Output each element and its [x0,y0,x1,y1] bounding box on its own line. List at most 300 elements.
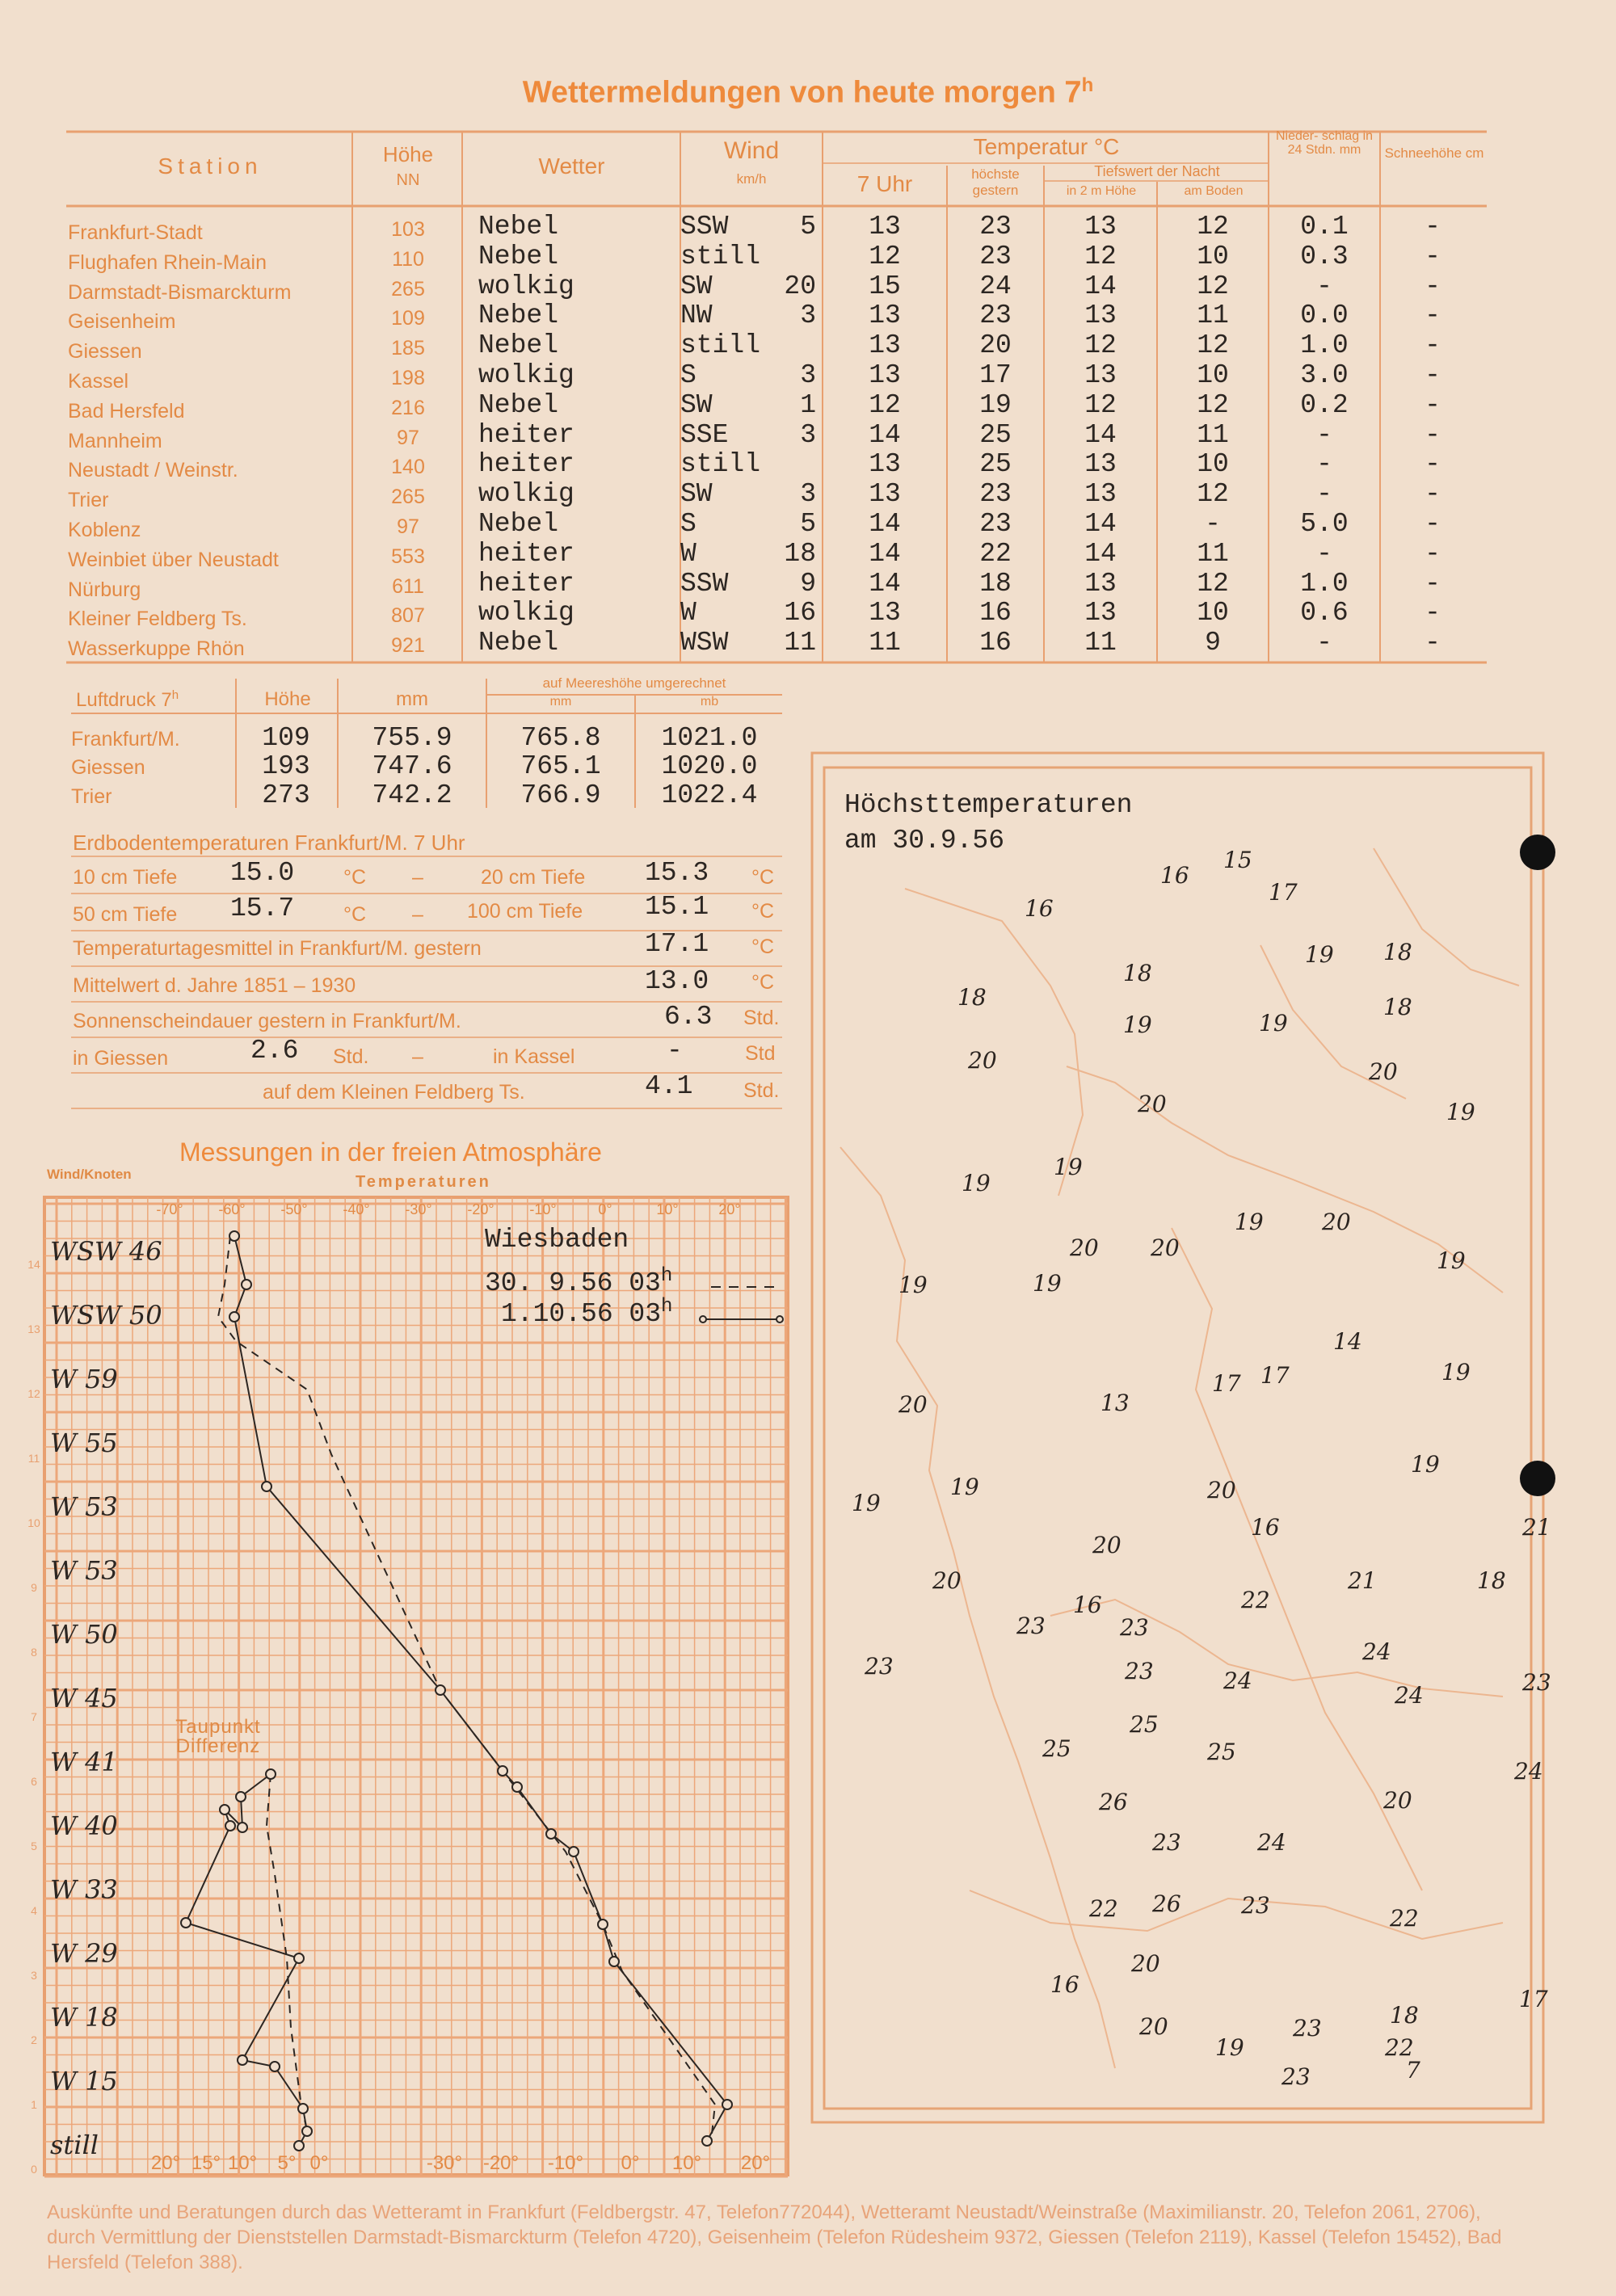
station-tmax: 25 [979,449,1012,480]
soil-100-unit: °C [751,900,775,923]
top-tick-label: 10° [656,1201,679,1217]
station-precip: - [1316,419,1332,450]
station-weather: Nebel [478,212,559,242]
station-snow: - [1425,479,1441,510]
station-precip: 0.2 [1300,389,1349,420]
map-temperature-value: 20 [1383,1787,1412,1814]
temp-point [229,1312,239,1322]
dewpoint-point [238,2055,247,2065]
kassel-sun-unit: Std [745,1042,776,1065]
wind-label: W 53 [50,1491,118,1522]
title-superscript: h [1081,74,1094,96]
map-temperature-value: 25 [1130,1711,1159,1738]
station-wind-speed: 5 [800,212,816,242]
temp-point [702,2136,712,2146]
top-tick-label: 0° [598,1201,612,1217]
pressure-sea-mm: 766.9 [520,780,601,810]
station-tmin-ground: 11 [1197,301,1229,331]
map-temperature-value: 20 [1207,1477,1236,1503]
header-temperature: Temperatur °C [973,134,1120,159]
station-tmin-2m: 12 [1084,330,1117,361]
station-tmin-2m: 13 [1084,479,1117,510]
map-temperature-value: 18 [1477,1567,1506,1594]
dewpoint-point [181,1918,191,1928]
dewpoint-point [302,2126,312,2136]
pressure-header-height: Höhe [264,688,311,710]
header-wind: Wind [723,137,780,164]
map-temperature-value: 18 [1383,939,1412,965]
station-height: 103 [391,218,425,241]
atmo-station: Wiesbaden [485,1225,629,1255]
map-temperature-value: 23 [1125,1658,1154,1684]
soil-10-label: 10 cm Tiefe [73,866,178,889]
kassel-sun-value: - [667,1036,683,1066]
map-temperature-value: 20 [968,1047,997,1074]
bottom-tick-label: -10° [547,2152,584,2174]
station-tmin-ground: 12 [1197,271,1229,301]
station-tmax: 16 [979,628,1012,658]
station-t7: 13 [869,301,901,331]
map-temperature-value: 19 [1215,2034,1244,2061]
map-temperature-value: 24 [1395,1682,1424,1709]
header-wind-unit: km/h [736,171,767,187]
station-name: Nürburg [68,578,141,601]
station-tmin-ground: 10 [1197,449,1229,480]
dewpoint-point [220,1805,229,1815]
station-height: 807 [391,604,425,628]
station-tmin-ground: 10 [1197,241,1229,271]
feldberg-sun-value: 4.1 [645,1071,693,1101]
avg-unit: °C [751,971,775,994]
station-wind-speed: 20 [784,271,816,301]
legend-point [776,1316,783,1323]
avg-label: Mittelwert d. Jahre 1851 – 1930 [73,974,356,997]
temp-point [722,2100,732,2109]
header-station: Station [158,153,263,179]
atmo-date-2-superscript: h [661,1296,673,1318]
station-height: 109 [391,307,425,330]
station-tmin-2m: 13 [1084,598,1117,629]
station-name: Frankfurt-Stadt [68,221,203,244]
station-snow: - [1425,212,1441,242]
dewpoint-point [236,1792,246,1802]
pressure-heading-superscript: h [171,688,179,702]
wind-label: W 15 [50,2066,118,2096]
map-temperature-value: 21 [1348,1567,1377,1594]
feldberg-sun-label: auf dem Kleinen Feldberg Ts. [263,1081,525,1104]
station-wind-dir: SW [680,271,713,301]
station-wind-speed: 11 [784,628,816,658]
station-snow: - [1425,389,1441,420]
station-name: Geisenheim [68,310,176,334]
station-tmin-2m: 12 [1084,241,1117,271]
station-wind-dir: W [680,598,696,629]
map-temperature-value: 19 [1305,941,1334,968]
map-temperature-value: 23 [865,1653,894,1680]
pressure-header-sea: auf Meereshöhe umgerechnet [542,675,726,691]
soil-50-unit: °C [343,903,367,926]
station-snow: - [1425,598,1441,629]
pressure-header-sea-mb: mb [700,695,719,709]
top-tick-label: -70° [156,1201,183,1217]
map-temperature-value: 19 [898,1272,928,1298]
map-temperature-value: 15 [1223,847,1252,873]
pressure-mb: 1021.0 [661,723,758,753]
soil-dash-1: – [412,866,423,889]
station-name: Flughafen Rhein-Main [68,250,267,274]
giessen-sun-value: 2.6 [250,1036,299,1066]
map-temperature-value: 25 [1207,1739,1236,1765]
station-tmin-ground: 11 [1197,538,1229,569]
station-tmin-2m: 14 [1084,419,1117,450]
sun-unit: Std. [743,1007,780,1029]
map-temperature-value: 17 [1269,879,1298,906]
dewpoint-point [225,1821,235,1831]
station-precip: 3.0 [1300,360,1349,390]
station-precip: 1.0 [1300,568,1349,599]
station-t7: 13 [869,449,901,480]
pressure-header-mm: mm [396,688,428,710]
altitude-tick-label: 14 [27,1258,40,1271]
map-temperature-value: 23 [1016,1613,1046,1639]
map-temperature-value: 20 [1070,1234,1099,1261]
bottom-tick-label: 0° [621,2152,640,2174]
station-wind-dir: SSE [680,419,729,450]
temp-point [262,1482,271,1491]
station-tmax: 23 [979,212,1012,242]
wind-label: W 40 [50,1810,118,1841]
kassel-sun-label: in Kassel [493,1045,575,1068]
soil-50-label: 50 cm Tiefe [73,903,178,926]
station-wind-speed: 16 [784,598,816,629]
station-wind-dir: S [680,509,696,539]
header-min-night: Tiefswert der Nacht [1094,163,1220,179]
map-temperature-value: 23 [1293,2015,1322,2042]
sun-value: 6.3 [664,1002,713,1032]
pressure-mm: 742.2 [372,780,452,810]
dewpoint-point [294,2141,304,2151]
map-temperature-value: 20 [1151,1234,1180,1261]
station-height: 185 [391,337,425,360]
station-name: Trier [68,489,109,512]
pressure-station: Giessen [71,756,145,779]
map-frame [808,743,1559,2133]
station-tmin-2m: 14 [1084,538,1117,569]
map-temperature-value: 16 [1025,895,1054,922]
station-weather: heiter [478,449,574,480]
sun-label: Sonnenscheindauer gestern in Frankfurt/M. [73,1010,461,1032]
station-weather: Nebel [478,389,559,420]
station-t7: 13 [869,360,901,390]
map-temperature-value: 18 [1390,2002,1419,2029]
station-wind-dir: SSW [680,568,729,599]
soil-dash-2: – [412,903,423,926]
wind-knots-label: Wind/Knoten [47,1167,132,1182]
header-precip: Nieder- schlag in 24 Stdn. mm [1275,129,1374,157]
header-height-unit: NN [396,171,420,189]
station-height: 921 [391,634,425,658]
station-wind-speed: 9 [800,568,816,599]
pressure-station: Trier [71,785,112,808]
station-wind-dir: WSW [680,628,729,658]
map-temperature-value: 19 [1033,1270,1062,1297]
station-tmin-ground: 10 [1197,598,1229,629]
soil-10-unit: °C [343,866,367,889]
station-wind-dir: still [680,449,761,480]
station-tmax: 23 [979,301,1012,331]
station-precip: 5.0 [1300,509,1349,539]
station-wind-speed: 3 [800,360,816,390]
atmo-date-1: 30. 9.56 03$^h$ [485,1265,673,1298]
map-temperature-value: 22 [1390,1905,1419,1932]
station-name: Bad Hersfeld [68,399,185,423]
station-wind-dir: still [680,330,761,361]
header-t7: 7 Uhr [856,171,913,196]
map-temperature-value: 20 [898,1391,928,1418]
altitude-tick-label: 2 [31,2033,37,2046]
station-wind-dir: SW [680,389,713,420]
station-precip: 0.0 [1300,301,1349,331]
station-snow: - [1425,449,1441,480]
map-temperature-value: 17 [1519,1986,1548,2012]
pressure-mb: 1022.4 [661,780,758,810]
station-t7: 13 [869,598,901,629]
map-temperature-value: 16 [1251,1514,1280,1541]
altitude-tick-label: 5 [31,1840,37,1852]
top-tick-label: -60° [218,1201,246,1217]
station-name: Weinbiet über Neustadt [68,548,279,571]
map-temperature-value: 23 [1241,1892,1270,1919]
top-tick-label: 20° [718,1201,741,1217]
station-precip: - [1316,271,1332,301]
map-temperature-value: 13 [1100,1390,1130,1416]
station-wind-speed: 18 [784,538,816,569]
soil-20-unit: °C [751,866,775,889]
map-temperature-value: 20 [1092,1532,1122,1558]
pressure-sea-mm: 765.8 [520,723,601,753]
map-temperature-value: 19 [1441,1359,1471,1386]
station-weather: Nebel [478,330,559,361]
station-precip: 0.6 [1300,598,1349,629]
wind-label: W 33 [50,1874,118,1905]
station-tmin-ground: 12 [1197,330,1229,361]
station-snow: - [1425,628,1441,658]
temp-point [229,1231,239,1241]
altitude-tick-label: 13 [27,1323,40,1335]
pressure-height: 193 [262,751,310,781]
bottom-tick-label: 20° [150,2152,181,2174]
station-wind-dir: still [680,241,761,271]
map-temperature-value: 16 [1050,1971,1079,1998]
map-temperature-value: 24 [1514,1758,1543,1785]
temp-point [609,1957,619,1966]
station-weather: wolkig [478,598,574,629]
station-t7: 13 [869,330,901,361]
station-height: 140 [391,456,425,479]
map-temperature-value: 18 [1123,960,1152,986]
pressure-mm: 755.9 [372,723,452,753]
map-temperature-value: 18 [957,984,987,1011]
header-min-2m: in 2 m Höhe [1066,184,1137,198]
station-tmax: 17 [979,360,1012,390]
station-tmin-2m: 12 [1084,389,1117,420]
station-name: Neustadt / Weinstr. [68,459,238,482]
station-snow: - [1425,360,1441,390]
station-tmin-2m: 13 [1084,449,1117,480]
station-tmax: 20 [979,330,1012,361]
station-snow: - [1425,330,1441,361]
station-name: Kleiner Feldberg Ts. [68,608,247,631]
dewpoint-curve-dashed [267,1774,307,2131]
station-height: 611 [392,574,424,598]
wind-label: WSW 46 [50,1236,162,1267]
station-name: Darmstadt-Bismarckturm [68,280,292,304]
station-weather: Nebel [478,301,559,331]
station-tmax: 18 [979,568,1012,599]
pressure-height: 273 [262,780,310,810]
station-weather: Nebel [478,241,559,271]
map-temperature-value: 18 [1383,994,1412,1020]
wind-label: W 55 [50,1428,118,1458]
wind-label: W 18 [50,2002,118,2033]
temperatures-label: Temperaturen [356,1173,491,1191]
station-height: 97 [397,515,419,538]
station-tmax: 23 [979,479,1012,510]
station-name: Giessen [68,340,142,364]
station-tmax: 23 [979,509,1012,539]
dewpoint-point [294,1953,304,1963]
dewpoint-point [238,1823,247,1832]
map-temperature-value: 19 [1259,1010,1288,1037]
station-t7: 11 [869,628,901,658]
temp-point [512,1782,522,1792]
atmosphere-title: Messungen in der freien Atmosphäre [179,1137,602,1167]
map-temperature-value: 25 [1042,1735,1071,1762]
station-name: Wasserkuppe Rhön [68,637,245,661]
station-height: 198 [391,367,425,389]
mean-label: Temperaturtagesmittel in Frankfurt/M. gestern [73,937,482,960]
station-t7: 15 [869,271,901,301]
station-wind-dir: SSW [680,212,729,242]
station-t7: 14 [869,419,901,450]
map-temperature-value: 20 [1131,1950,1160,1977]
wind-label: W 59 [50,1364,118,1394]
station-t7: 14 [869,509,901,539]
station-tmin-ground: 10 [1197,360,1229,390]
temp-point [242,1280,251,1289]
map-temperature-value: 24 [1362,1638,1391,1665]
altitude-tick-label: 6 [31,1775,37,1788]
map-temperature-value: 23 [1522,1669,1551,1696]
wind-label: W 45 [50,1683,118,1714]
station-tmax: 16 [979,598,1012,629]
station-snow: - [1425,241,1441,271]
temp-point [598,1920,608,1929]
map-temperature-value: 24 [1257,1829,1286,1856]
map-temperature-value: 19 [1123,1011,1152,1038]
station-height: 553 [391,545,425,568]
altitude-tick-label: 12 [27,1387,40,1400]
map-temperature-value: 23 [1281,2063,1311,2090]
station-height: 97 [397,426,419,449]
station-weather: heiter [478,419,574,450]
station-wind-speed: 1 [800,389,816,420]
mean-unit: °C [751,936,775,958]
giessen-sun-unit: Std. [333,1045,369,1068]
altitude-tick-label: 4 [31,1904,37,1917]
pressure-mb: 1020.0 [661,751,758,781]
map-temperature-value: 23 [1120,1614,1149,1641]
header-min-ground: am Boden [1184,184,1244,198]
temp-point [569,1847,579,1857]
station-snow: - [1425,568,1441,599]
stats-dash: – [412,1045,423,1068]
pressure-mm: 747.6 [372,751,452,781]
wind-label: W 41 [50,1747,118,1777]
wind-label: W 53 [50,1555,118,1586]
dewpoint-point [270,2062,280,2071]
station-tmin-ground: 11 [1197,419,1229,450]
map-temperature-value: 16 [1160,862,1189,889]
station-name: Mannheim [68,429,162,452]
wind-label: W 29 [50,1938,118,1969]
station-height: 216 [391,396,425,419]
temp-point [546,1829,556,1839]
bottom-tick-label: 10° [227,2152,258,2174]
bottom-tick-label: 20° [740,2152,771,2174]
bottom-tick-label: 15° [191,2152,221,2174]
pressure-station: Frankfurt/M. [71,728,180,751]
altitude-tick-label: 7 [31,1710,37,1723]
station-precip: - [1316,538,1332,569]
bottom-tick-label: -20° [482,2152,520,2174]
wind-label: WSW 50 [50,1300,162,1331]
soil-100-label: 100 cm Tiefe [467,900,583,923]
legend-point [700,1316,706,1323]
wind-label: W 50 [50,1619,118,1650]
map-temperature-value: 19 [1411,1451,1440,1478]
map-temperature-value: 7 [1406,2057,1420,2084]
avg-value: 13.0 [645,966,709,996]
station-tmax: 23 [979,241,1012,271]
top-tick-label: -20° [467,1201,494,1217]
station-tmin-ground: 12 [1197,479,1229,510]
pressure-sea-mm: 765.1 [520,751,601,781]
top-tick-label: -40° [343,1201,370,1217]
map-temperature-value: 26 [1152,1890,1181,1917]
map-temperature-value: 20 [1138,1091,1167,1117]
station-tmin-2m: 13 [1084,301,1117,331]
soil-100-value: 15.1 [645,892,709,922]
altitude-tick-label: 0 [31,2163,37,2176]
station-tmin-2m: 14 [1084,271,1117,301]
station-t7: 13 [869,479,901,510]
station-weather: heiter [478,538,574,569]
station-tmin-2m: 13 [1084,360,1117,390]
station-tmin-2m: 13 [1084,568,1117,599]
map-temperature-value: 19 [1235,1209,1264,1235]
station-precip: - [1316,449,1332,480]
page-title: Wettermeldungen von heute morgen 7$^h$ [522,74,1094,110]
station-t7: 12 [869,241,901,271]
station-precip: - [1316,479,1332,510]
temp-point [498,1766,507,1776]
feldberg-sun-unit: Std. [743,1079,780,1102]
soil-20-value: 15.3 [645,858,709,888]
station-wind-dir: NW [680,301,713,331]
station-tmin-2m: 14 [1084,509,1117,539]
map-temperature-value: 19 [1437,1247,1466,1274]
